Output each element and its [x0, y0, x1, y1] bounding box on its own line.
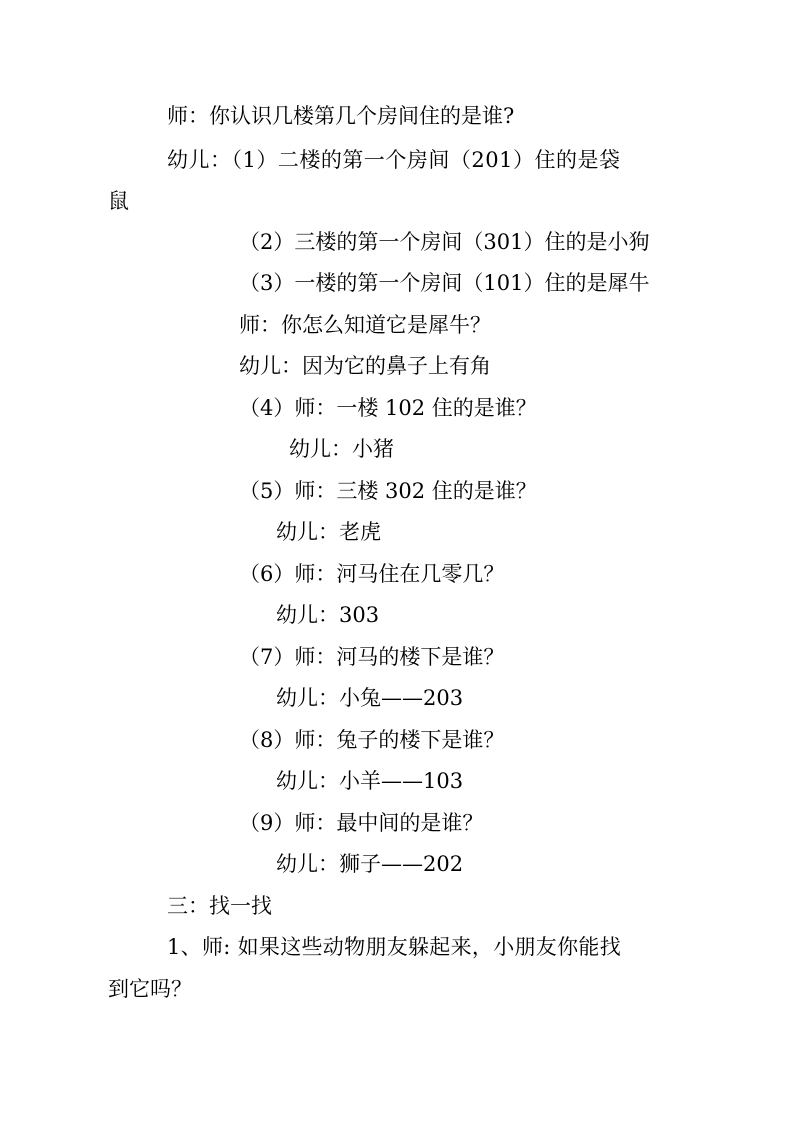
list-item-7-question: （7）师：河马的楼下是谁？: [239, 645, 505, 669]
activity-line: 1、师: 如果这些动物朋友躲起来，小朋友你能找: [167, 935, 622, 959]
activity-line-continuation: 到它吗？: [108, 977, 192, 1001]
child-answer-line: 幼儿：（1）二楼的第一个房间（201）住的是袋: [167, 148, 621, 172]
list-item-4-question: （4）师：一楼 102 住的是谁？: [239, 396, 537, 420]
child-answer-continuation: 鼠: [108, 189, 129, 213]
section-heading: 三：找一找: [167, 894, 272, 918]
child-followup-answer: 幼儿：因为它的鼻子上有角: [239, 354, 491, 378]
list-item-5-answer: 幼儿：老虎: [276, 520, 381, 544]
list-item-2: （2）三楼的第一个房间（301）住的是小狗: [239, 230, 650, 254]
list-item-7-answer: 幼儿：小兔——203: [276, 686, 464, 710]
list-item-6-answer: 幼儿：303: [276, 603, 380, 627]
teacher-followup-line: 师：你怎么知道它是犀牛？: [239, 313, 491, 337]
list-item-8-answer: 幼儿：小羊——103: [276, 769, 464, 793]
list-item-5-question: （5）师：三楼 302 住的是谁？: [239, 479, 537, 503]
list-item-3: （3）一楼的第一个房间（101）住的是犀牛: [239, 271, 650, 295]
list-item-6-question: （6）师：河马住在几零几？: [239, 562, 505, 586]
teacher-question-line: 师：你认识几楼第几个房间住的是谁?: [167, 104, 515, 128]
list-item-8-question: （8）师：兔子的楼下是谁？: [239, 728, 505, 752]
list-item-4-answer: 幼儿：小猪: [289, 437, 394, 461]
list-item-9-question: （9）师：最中间的是谁？: [239, 811, 484, 835]
list-item-9-answer: 幼儿：狮子——202: [276, 852, 464, 876]
